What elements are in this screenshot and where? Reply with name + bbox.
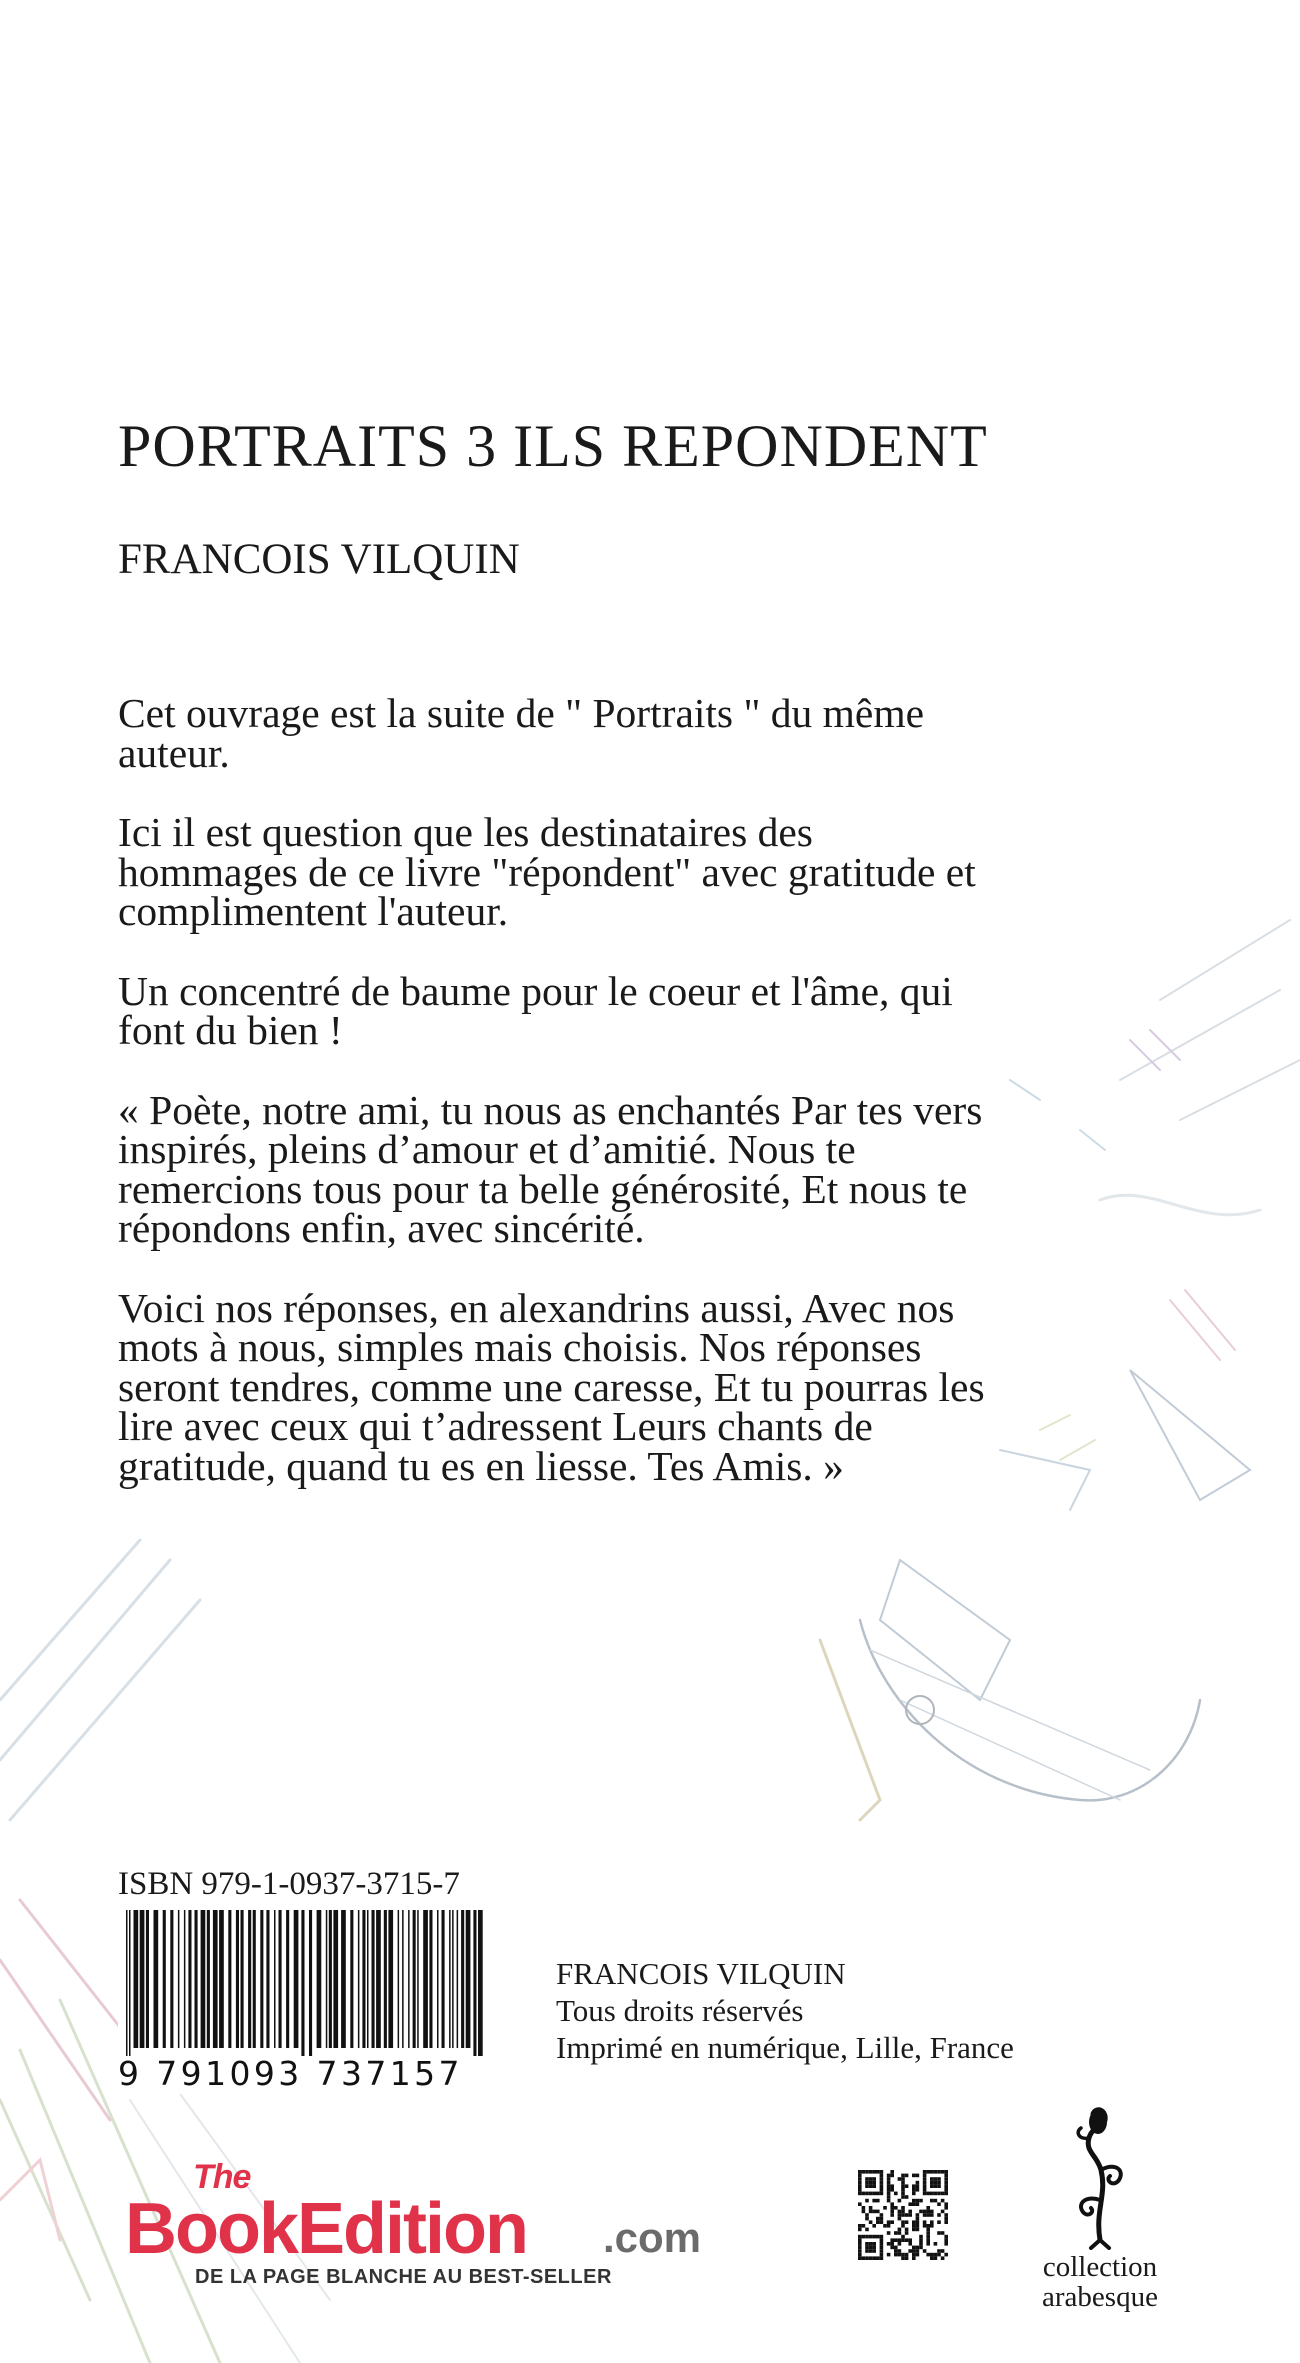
barcode-bar [126,1910,128,2056]
barcode-bar [461,1910,464,2048]
blurb-paragraph: Ici il est question que les destinataires des hommages de ce livre "répondent" avec gratitude et complimentent l'auteur. [118,809,976,934]
book-title: PORTRAITS 3 ILS REPONDENT [118,413,988,479]
barcode-bar [452,1910,454,2048]
barcode-bar [358,1910,360,2048]
barcode-bar [341,1910,346,2048]
barcode-bar [317,1910,322,2048]
barcode-bar [129,1910,131,2056]
logo-tagline: DE LA PAGE BLANCHE AU BEST-SELLER [195,2266,612,2288]
barcode-bar [402,1910,404,2048]
barcode-bar [188,1910,191,2048]
barcode-bar [350,1910,353,2048]
logo-the: The [193,2158,251,2196]
barcode-bar [423,1910,428,2048]
barcode-bar [449,1910,451,2048]
author-name: FRANCOIS VILQUIN [118,536,520,583]
barcode-bar [301,1910,304,2056]
barcode-bar [134,1910,139,2048]
barcode-bar [286,1910,289,2048]
collection-line-2: arabesque [1042,2281,1158,2313]
barcode-bar [362,1910,365,2048]
blurb-paragraph: « Poète, notre ami, tu nous as enchantés Par tes vers inspirés, pleins d’amour et d’amitié. Nous te remercions tous pour ta belle générosité, Et nous te répondons enfin, avec sincérité. [118,1086,983,1251]
barcode-bar [201,1910,206,2048]
barcode-bar [398,1910,400,2048]
barcode-bar [408,1910,410,2048]
barcode-bar [437,1910,439,2048]
blurb-paragraph: Un concentré de baume pour le coeur et l'âme, qui font du bien ! [118,967,953,1053]
imprint-rights: Tous droits réservés [556,1993,804,2028]
barcode-bar [457,1910,459,2048]
imprint-printed: Imprimé en numérique, Lille, France [556,2030,1014,2065]
barcode-bar [228,1910,231,2048]
blurb-paragraph: Voici nos réponses, en alexandrins aussi, Avec nos mots à nous, simples mais choisis. Nos réponses seront tendres, comme une caresse, Et tu pourras les lire avec ceux qui t’adressent Leurs chants de gratitude, quand tu es en liesse. Tes Amis. » [118,1284,985,1489]
barcode-bar [184,1910,186,2048]
publisher-logo [125,2158,725,2288]
logo-name: BookEdition [125,2189,527,2269]
imprint-author: FRANCOIS VILQUIN [556,1956,846,1991]
barcode-bar [294,1910,299,2048]
barcode-bar [388,1910,393,2048]
barcode-bar [417,1910,419,2048]
barcode-bar [333,1910,338,2048]
barcode-bar [413,1910,416,2048]
barcode-bar [219,1910,224,2048]
collection-label [1025,2252,1175,2312]
barcode-bar [178,1910,180,2048]
barcode-bar [376,1910,381,2048]
barcode-bar [372,1910,375,2048]
barcode-bar [266,1910,269,2048]
back-cover-blurb [118,690,998,1526]
barcode-bar [442,1910,445,2048]
barcode-bar [236,1910,239,2048]
barcode-bar [146,1910,149,2048]
barcode-bar [170,1910,173,2048]
barcode-bar [384,1910,387,2048]
barcode-bar [326,1910,328,2048]
barcode-bar [473,1910,476,2056]
isbn-label: ISBN 979-1-0937-3715-7 [118,1866,460,1902]
barcode-bar [367,1910,369,2048]
barcode-bar [213,1910,218,2048]
logo-domain: .com [603,2214,702,2261]
barcode-bar [154,1910,159,2048]
barcode-bar [195,1910,198,2048]
barcode-bar [429,1910,432,2048]
barcode-bar [241,1910,244,2048]
blurb-paragraph: Cet ouvrage est la suite de " Portraits " du même auteur. [118,690,925,776]
barcode-bar [260,1910,263,2048]
qr-code-icon [858,2170,948,2260]
barcode-bar [248,1910,251,2048]
barcode-bar [163,1910,166,2048]
barcode-bar [274,1910,276,2048]
barcode-bar [329,1910,332,2048]
barcode-bar [253,1910,256,2048]
collection-line-1: collection [1042,2251,1158,2283]
barcode-bar [309,1910,312,2056]
collection-mark [1025,2100,1175,2340]
barcode-bar [279,1910,282,2048]
barcode-bar [478,1910,483,2056]
barcode-bar [466,1910,471,2048]
barcode-bar [140,1910,145,2048]
barcode-digits: 9 791093 737157 [118,2054,463,2093]
isbn-barcode [118,1906,488,2094]
barcode-bar [207,1910,210,2048]
arabesque-ornament-icon [1055,2100,1145,2250]
barcode-bars [118,1906,488,2056]
imprint-block [556,1955,1014,2066]
